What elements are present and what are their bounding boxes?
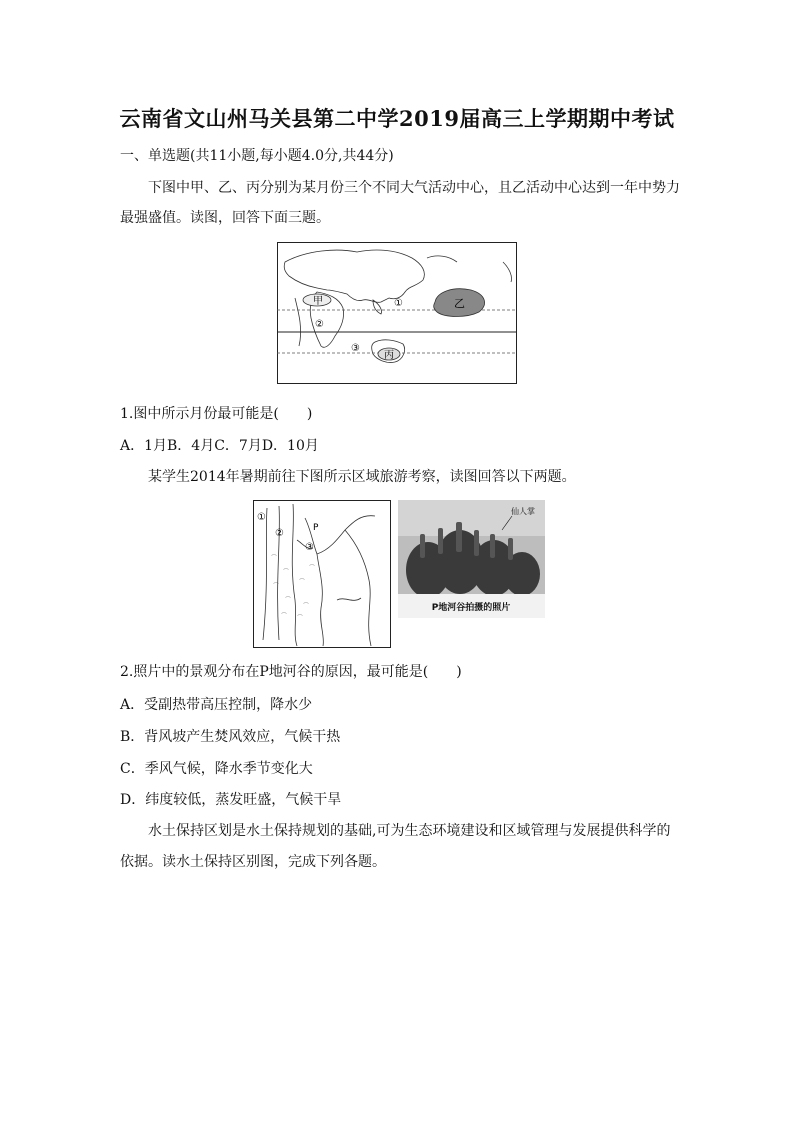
label-yi: 乙 xyxy=(454,297,465,310)
regional-label-p: P xyxy=(313,523,319,533)
label-circle-2: ② xyxy=(315,319,324,330)
intro-paragraph-3-line-1: 水土保持区划是水土保持规划的基础,可为生态环境建设和区域管理与发展提供科学的 xyxy=(148,823,671,839)
svg-text:⌒: ⌒ xyxy=(299,579,306,586)
cactus-photo xyxy=(398,500,545,618)
regional-label-circle-3: ③ xyxy=(305,542,314,553)
label-bing: 丙 xyxy=(384,350,394,361)
svg-text:⌒: ⌒ xyxy=(285,597,292,604)
intro-paragraph-1-line-1: 下图中甲、乙、丙分别为某月份三个不同大气活动中心，且乙活动中心达到一年中势力 xyxy=(148,180,680,196)
question-2-stem: 2.照片中的景观分布在P地河谷的原因，最可能是( ) xyxy=(120,664,462,680)
regional-label-circle-2: ② xyxy=(275,528,284,539)
world-pressure-map xyxy=(277,242,517,384)
regional-label-circle-1: ① xyxy=(257,512,266,523)
svg-text:⌒: ⌒ xyxy=(273,583,280,590)
question-2-option-c: C．季风气候，降水季节变化大 xyxy=(120,761,313,777)
svg-text:⌒: ⌒ xyxy=(297,615,304,622)
question-2-option-b: B．背风坡产生焚风效应，气候干热 xyxy=(120,729,341,745)
question-2-option-a: A．受副热带高压控制，降水少 xyxy=(120,697,313,713)
svg-text:⌒: ⌒ xyxy=(303,603,310,610)
section-heading: 一、单选题(共11小题,每小题4.0分,共44分) xyxy=(120,148,394,164)
regional-map xyxy=(253,500,391,648)
question-2-option-d: D．纬度较低，蒸发旺盛，气候干旱 xyxy=(120,792,342,808)
intro-paragraph-1-line-2: 最强盛值。读图，回答下面三题。 xyxy=(120,210,330,226)
question-1-stem: 1.图中所示月份最可能是( ) xyxy=(120,406,313,422)
svg-text:⌒: ⌒ xyxy=(271,555,278,562)
label-circle-1: ① xyxy=(394,298,403,309)
exam-title: 云南省文山州马关县第二中学2019届高三上学期期中考试 xyxy=(119,106,675,131)
intro-paragraph-2: 某学生2014年暑期前往下图所示区域旅游考察，读图回答以下两题。 xyxy=(148,469,576,485)
intro-paragraph-3-line-2: 依据。读水土保持区别图，完成下列各题。 xyxy=(120,854,386,870)
svg-text:⌒: ⌒ xyxy=(309,565,316,572)
svg-text:⌒: ⌒ xyxy=(283,569,290,576)
svg-text:⌒: ⌒ xyxy=(281,613,288,620)
label-circle-3: ③ xyxy=(351,343,360,354)
question-1-options: A．1月B．4月C．7月D．10月 xyxy=(120,438,319,454)
photo-caption: P地河谷拍摄的照片 xyxy=(431,603,511,613)
label-jia: 甲 xyxy=(313,296,323,307)
photo-cactus-label: 仙人掌 xyxy=(511,507,535,516)
